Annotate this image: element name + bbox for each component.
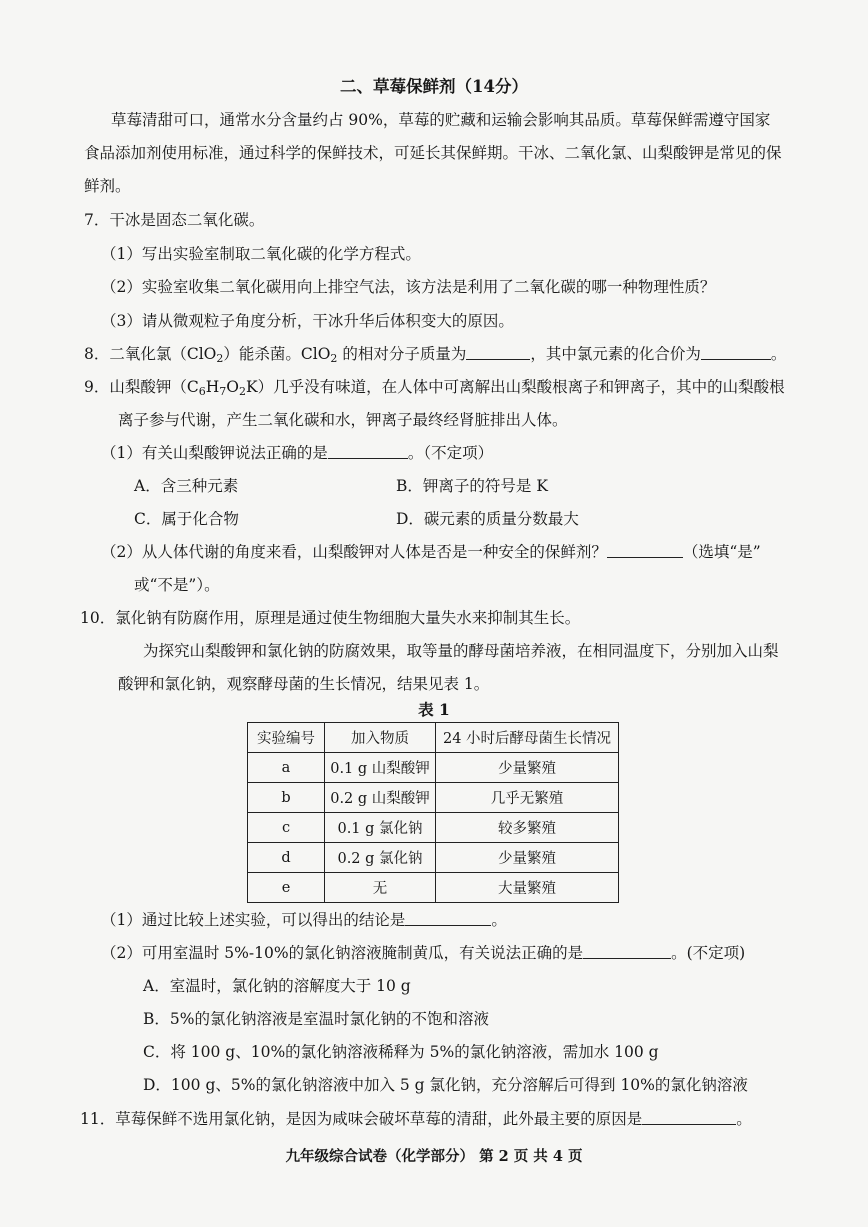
table-cell: 0.2 g 氯化钠	[325, 843, 436, 873]
table-header-row	[248, 723, 619, 753]
question-11: 11．草莓保鲜不选用氯化钠，是因为咸味会破坏草莓的清甜，此外最主要的原因是 。	[80, 1110, 752, 1128]
question-9-part-2: （2）从人体代谢的角度来看，山梨酸钾对人体是否是一种安全的保鲜剂？ （选填“是”	[101, 543, 761, 561]
question-10-para-2: 酸钾和氯化钠，观察酵母菌的生长情况，结果见表 1。	[118, 675, 490, 693]
question-10-part-2: （2）可用室温时 5%-10%的氯化钠溶液腌制黄瓜，有关说法正确的是 。(不定项)	[101, 944, 746, 962]
question-9-option-c: C．属于化合物	[134, 510, 239, 528]
question-10-para-1: 为探究山梨酸钾和氯化钠的防腐效果，取等量的酵母菌培养液，在相同温度下，分别加入山梨	[143, 642, 779, 660]
table-header: 加入物质	[325, 723, 436, 753]
table-row	[248, 813, 619, 843]
question-10-option-b: B．5%的氯化钠溶液是室温时氯化钠的不饱和溶液	[143, 1010, 489, 1028]
question-10-part-1: （1）通过比较上述实验，可以得出的结论是 。	[101, 911, 507, 929]
intro-line-3: 鲜剂。	[84, 177, 131, 195]
answer-blank[interactable]	[328, 444, 408, 459]
table-cell: c	[248, 813, 325, 843]
question-9-option-a: A．含三种元素	[134, 477, 239, 495]
table-row	[248, 873, 619, 903]
table-cell: 少量繁殖	[436, 753, 619, 783]
table-cell: 少量繁殖	[436, 843, 619, 873]
question-9-part-2-line-2: 或“不是”）。	[134, 576, 220, 594]
answer-blank[interactable]	[642, 1110, 736, 1125]
table-cell: e	[248, 873, 325, 903]
question-9-option-d: D．碳元素的质量分数最大	[396, 510, 579, 528]
page-footer: 九年级综合试卷（化学部分） 第 2 页 共 4 页	[285, 1148, 583, 1165]
answer-blank[interactable]	[607, 543, 683, 558]
question-9-part-1: （1）有关山梨酸钾说法正确的是 。（不定项）	[101, 444, 494, 462]
table-cell: b	[248, 783, 325, 813]
question-7-stem: 7．干冰是固态二氧化碳。	[84, 211, 265, 229]
experiment-table	[247, 722, 619, 903]
question-10-option-d: D．100 g、5%的氯化钠溶液中加入 5 g 氯化钠，充分溶解后可得到 10%的氯化钠溶液	[143, 1076, 748, 1094]
intro-line-2: 食品添加剂使用标准，通过科学的保鲜技术，可延长其保鲜期。干冰、二氧化氯、山梨酸钾是常见的保	[84, 144, 782, 162]
answer-blank[interactable]	[701, 345, 771, 360]
question-9-option-b: B．钾离子的符号是 K	[396, 477, 548, 495]
answer-blank[interactable]	[405, 911, 491, 926]
table-cell: 几乎无繁殖	[436, 783, 619, 813]
table-cell: 无	[325, 873, 436, 903]
table-cell: 0.2 g 山梨酸钾	[325, 783, 436, 813]
table-cell: 0.1 g 山梨酸钾	[325, 753, 436, 783]
answer-blank[interactable]	[583, 944, 671, 959]
table-header: 实验编号	[248, 723, 325, 753]
question-10-stem: 10．氯化钠有防腐作用，原理是通过使生物细胞大量失水来抑制其生长。	[80, 609, 581, 627]
table-caption: 表 1	[418, 700, 450, 719]
question-10-option-a: A．室温时，氯化钠的溶解度大于 10 g	[143, 977, 411, 995]
question-7-part-2: （2）实验室收集二氧化碳用向上排空气法，该方法是利用了二氧化碳的哪一种物理性质？	[101, 278, 716, 296]
answer-blank[interactable]	[466, 345, 530, 360]
table-cell: 0.1 g 氯化钠	[325, 813, 436, 843]
table-row	[248, 783, 619, 813]
question-7-part-1: （1）写出实验室制取二氧化碳的化学方程式。	[101, 245, 421, 263]
table-row	[248, 753, 619, 783]
section-title: 二、草莓保鲜剂（14分）	[340, 77, 528, 96]
table-cell: d	[248, 843, 325, 873]
table-cell: 大量繁殖	[436, 873, 619, 903]
table-cell: 较多繁殖	[436, 813, 619, 843]
table-cell: a	[248, 753, 325, 783]
question-9-stem: 9．山梨酸钾$(C_6H_7O_2K)$几乎没有味道，在人体中可离解出山梨酸根离子和钾离子，其中的山梨酸根	[84, 378, 785, 398]
table-header: 24 小时后酵母菌生长情况	[436, 723, 619, 753]
question-7-part-3: （3）请从微观粒子角度分析，干冰升华后体积变大的原因。	[101, 312, 514, 330]
table-row	[248, 843, 619, 873]
intro-line-1: 草莓清甜可口，通常水分含量约占 90%，草莓的贮藏和运输会影响其品质。草莓保鲜需遵守国家	[111, 111, 771, 129]
question-10-option-c: C．将 100 g、10%的氯化钠溶液稀释为 5%的氯化钠溶液，需加水 100 g	[143, 1043, 659, 1061]
question-9-stem-line-2: 离子参与代谢，产生二氧化碳和水，钾离子最终经肾脏排出人体。	[118, 411, 568, 429]
question-8: 8．二氧化氯（ClO$_2$）能杀菌。ClO$_2$ 的相对分子质量为 ，其中氯元素的化合价为 。	[84, 345, 787, 365]
